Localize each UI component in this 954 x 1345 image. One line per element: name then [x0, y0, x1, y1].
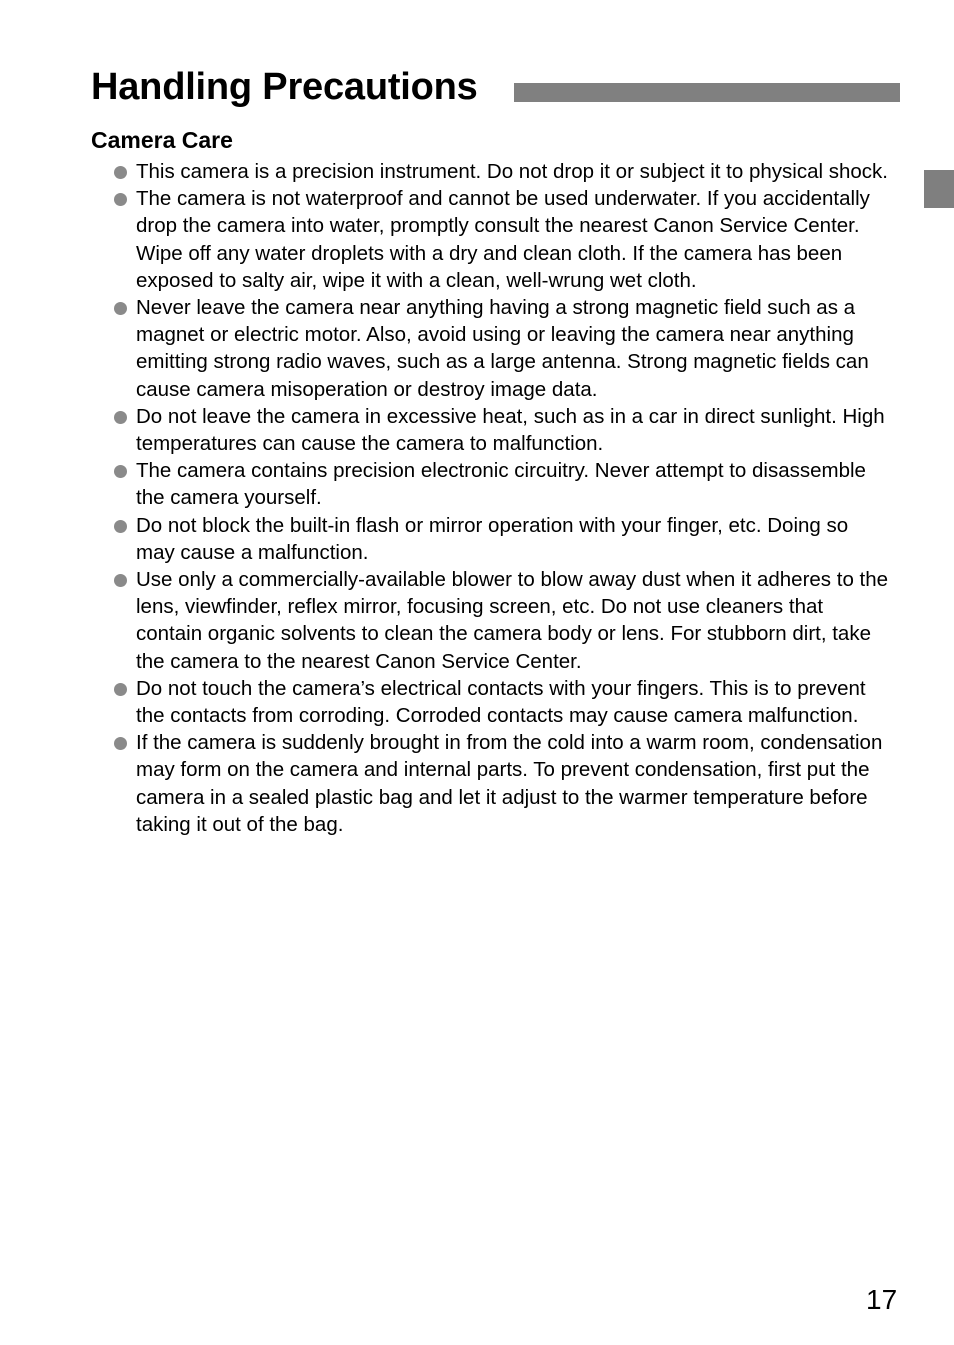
page-title: Handling Precautions: [91, 66, 478, 108]
bullet-icon: [114, 166, 127, 179]
list-item-text: Never leave the camera near anything having a strong magnetic field such as a magnet or electric motor. Also, avoid using or leaving the camera near anything emitting strong radio waves, such as a large antenna. Strong magnetic fields can cause camera misoperation or destroy image data.: [136, 296, 869, 401]
section-heading: Camera Care: [91, 127, 233, 153]
bullet-icon: [114, 737, 127, 750]
list-item-text: Do not block the built-in flash or mirror operation with your finger, etc. Doing so may cause a malfunction.: [136, 513, 849, 564]
bullet-icon: [114, 302, 127, 315]
bullet-icon: [114, 193, 127, 206]
list-item-text: The camera is not waterproof and cannot be used underwater. If you accidentally drop the camera into water, promptly consult the nearest Canon Service Center. Wipe off any water droplets with a dry and clean cloth. If the camera has been exposed to salty air, wipe it with a clean, well-wrung wet cloth.: [136, 187, 870, 292]
bullet-icon: [114, 574, 127, 587]
chapter-side-tab: [924, 170, 954, 208]
list-item-text: This camera is a precision instrument. Do not drop it or subject it to physical shock.: [136, 160, 888, 183]
list-item: [112, 403, 890, 457]
bullet-icon: [114, 411, 127, 424]
list-item: [112, 158, 890, 185]
page-number: 17: [866, 1284, 898, 1315]
list-item: [112, 294, 890, 403]
list-item: [112, 675, 890, 729]
list-item: [112, 512, 890, 566]
list-item-text: Do not touch the camera’s electrical contacts with your fingers. This is to prevent the contacts from corroding. Corroded contacts may cause camera malfunction.: [136, 676, 866, 728]
list-item-text: Use only a commercially-available blower to blow away dust when it adheres to the lens, viewfinder, reflex mirror, focusing screen, etc. Do not use cleaners that contain organic solvents to clean the camera body or lens. For stubborn dirt, take the camera to the nearest Canon Service Center.: [136, 568, 889, 673]
list-item: [112, 729, 890, 838]
list-item-text: Do not leave the camera in excessive heat, such as in a car in direct sunlight. High temperatures can cause the camera to malfunction.: [136, 404, 885, 456]
list-item-text: The camera contains precision electronic circuitry. Never attempt to disassemble the camera yourself.: [136, 459, 866, 510]
list-item-text: If the camera is suddenly brought in from the cold into a warm room, condensation may form on the camera and internal parts. To prevent condensation, first put the camera in a sealed plastic bag and let it adjust to the warmer temperature before taking it out of the bag.: [136, 731, 883, 836]
bullet-icon: [114, 520, 127, 533]
list-item: [112, 457, 890, 511]
bullet-icon: [114, 465, 127, 478]
list-item: [112, 185, 890, 294]
list-item: [112, 566, 890, 675]
bullet-icon: [114, 683, 127, 696]
title-rule-bar: [514, 83, 900, 102]
camera-care-list: [112, 158, 890, 838]
